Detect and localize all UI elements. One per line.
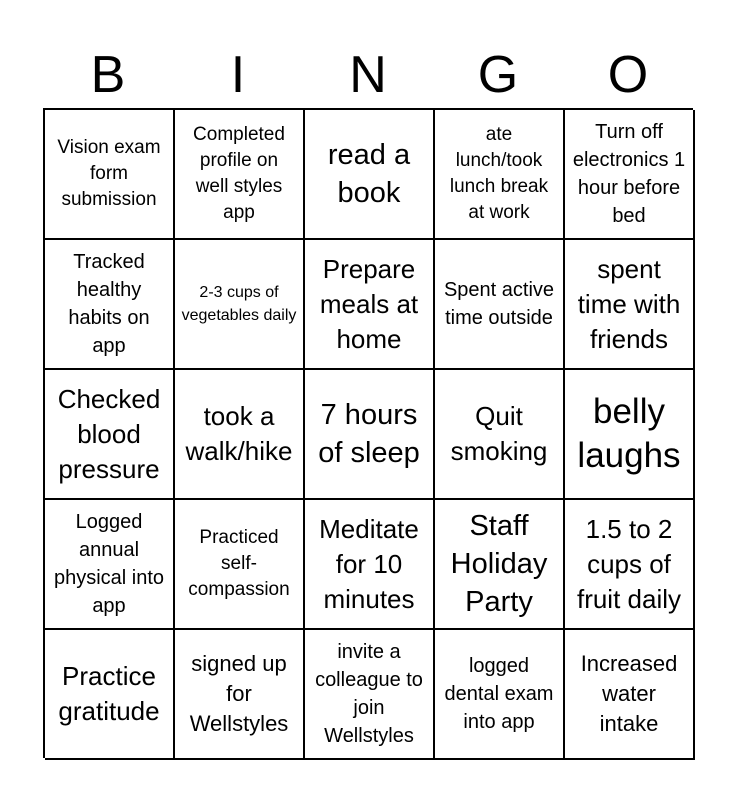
bingo-cell[interactable]	[175, 240, 305, 370]
header-letter-b: B	[90, 46, 126, 104]
bingo-cell[interactable]	[305, 500, 435, 630]
bingo-cell[interactable]	[565, 370, 695, 500]
cell-text: Checked blood pressure	[57, 383, 161, 484]
cell-text: spent time with friends	[577, 253, 681, 354]
cell-text: Turn off electronics 1 hour before bed	[572, 121, 686, 227]
cell-text: 2-3 cups of vegetables daily	[181, 284, 297, 324]
cell-text: Completed profile on well styles app	[193, 124, 285, 223]
cell-text: Quit smoking	[450, 401, 548, 466]
bingo-cell[interactable]	[435, 370, 565, 500]
bingo-cell[interactable]	[45, 240, 175, 370]
header-letter-n: N	[349, 46, 387, 104]
bingo-cell[interactable]	[175, 110, 305, 240]
cell-text: took a walk/hike	[185, 401, 293, 466]
cell-text: 1.5 to 2 cups of fruit daily	[576, 513, 682, 614]
cell-text: Logged annual physical into app	[53, 511, 165, 617]
bingo-cell[interactable]	[45, 110, 175, 240]
cell-text: belly laughs	[577, 392, 681, 475]
bingo-cell[interactable]	[435, 630, 565, 760]
header-letter-i: I	[230, 46, 246, 104]
cell-text: signed up for Wellstyles	[189, 651, 289, 736]
bingo-cell[interactable]	[565, 630, 695, 760]
bingo-cell[interactable]	[45, 630, 175, 760]
cell-text: invite a colleague to join Wellstyles	[315, 641, 423, 747]
bingo-cell[interactable]	[565, 240, 695, 370]
cell-text: ate lunch/took lunch break at work	[449, 124, 549, 223]
bingo-cell[interactable]	[565, 500, 695, 630]
cell-text: Increased water intake	[580, 651, 678, 736]
bingo-header	[43, 42, 693, 108]
bingo-cell[interactable]	[565, 110, 695, 240]
cell-text: Tracked healthy habits on app	[68, 251, 150, 357]
bingo-cell[interactable]	[305, 630, 435, 760]
header-letter-o: O	[607, 46, 649, 104]
cell-text: Staff Holiday Party	[450, 510, 548, 618]
bingo-cell[interactable]	[435, 500, 565, 630]
cell-text: Practice gratitude	[58, 661, 160, 726]
header-letter-g: G	[477, 46, 519, 104]
bingo-cell[interactable]	[175, 500, 305, 630]
cell-text: Spent active time outside	[443, 279, 555, 329]
cell-text: read a book	[327, 139, 411, 209]
cell-text: Vision exam form submission	[57, 137, 161, 210]
bingo-cell[interactable]	[435, 110, 565, 240]
cell-text: Prepare meals at home	[319, 253, 419, 354]
bingo-cell[interactable]	[305, 370, 435, 500]
cell-text: logged dental exam into app	[444, 655, 554, 733]
bingo-cell[interactable]	[175, 630, 305, 760]
cell-text: Practiced self-compassion	[188, 527, 290, 600]
bingo-cell[interactable]	[305, 240, 435, 370]
bingo-cell[interactable]	[305, 110, 435, 240]
bingo-cell[interactable]	[435, 240, 565, 370]
bingo-cell[interactable]	[45, 370, 175, 500]
cell-text: 7 hours of sleep	[318, 399, 420, 469]
bingo-cell[interactable]	[45, 500, 175, 630]
cell-text: Meditate for 10 minutes	[319, 513, 419, 614]
bingo-cell[interactable]	[175, 370, 305, 500]
bingo-board	[43, 108, 693, 758]
